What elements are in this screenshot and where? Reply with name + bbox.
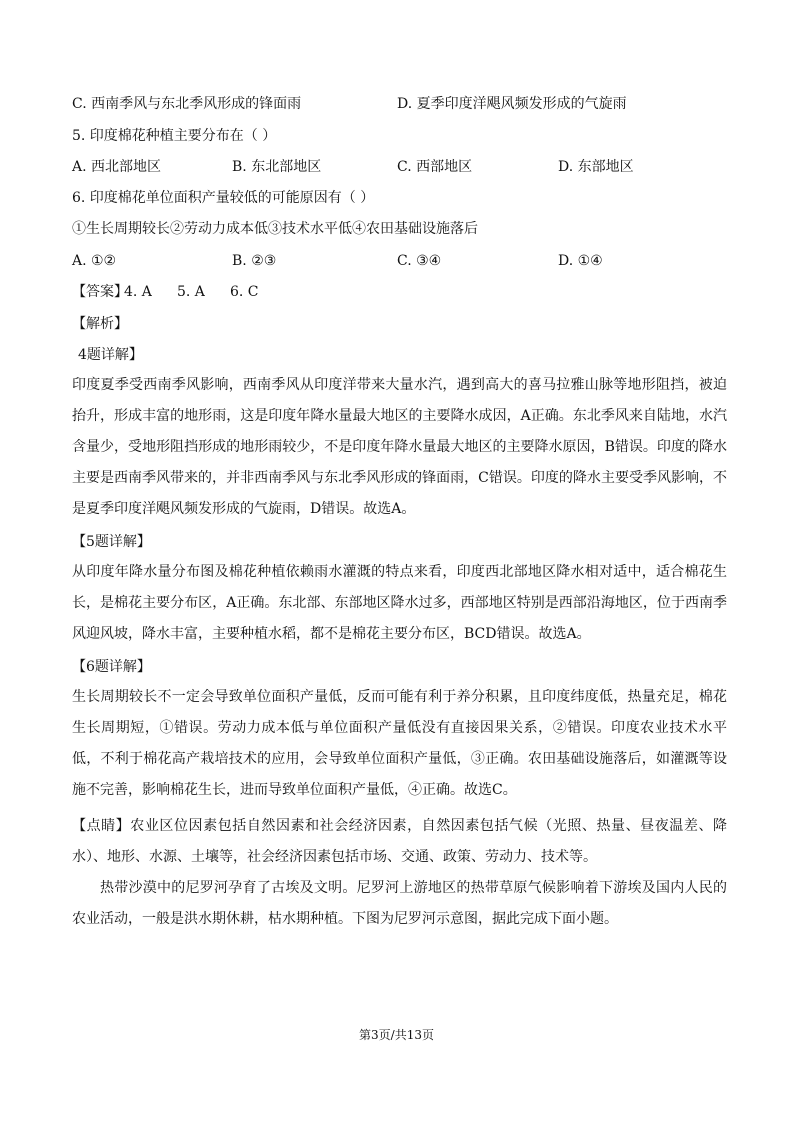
detail5-text: 从印度年降水量分布图及棉花种植依赖雨水灌溉的特点来看，印度西北部地区降水相对适中，适合棉花生长，是棉花主要分布区，A正确。东北部、东部地区降水过多，西部地区特别是西部沿海地区，位于西南季风迎风坡，降水丰富，主要种植水稻，都不是棉花主要分布区，BCD错误。故选A。 [72, 564, 727, 642]
q6-options-row [72, 251, 722, 271]
q5-option-b: B. 东北部地区 [232, 159, 322, 175]
q5-option-c: C. 西部地区 [397, 159, 473, 175]
detail6-tag: 【6题详解】 [72, 659, 151, 675]
q5-stem: 5. 印度棉花种植主要分布在（ ） [72, 128, 277, 144]
answer-4: 4. A [124, 284, 152, 300]
q4-option-d: D. 夏季印度洋飓风频发形成的气旋雨 [397, 96, 627, 112]
tips-text: 农业区位因素包括自然因素和社会经济因素，自然因素包括气候（光照、热量、昼夜温差、降水）、地形、水源、土壤等，社会经济因素包括市场、交通、政策、劳动力、技术等。 [72, 818, 728, 865]
q6-option-b: B. ②③ [232, 253, 277, 269]
q4-options-row [72, 94, 722, 114]
detail6-text: 生长周期较长不一定会导致单位面积产量低，反而可能有利于养分积累，且印度纬度低，热量充足，棉花生长周期短，①错误。劳动力成本低与单位面积产量低没有直接因果关系，②错误。印度农业技术水平低，不利于棉花高产栽培技术的应用，会导致单位面积产量低，③正确。农田基础设施落后，如灌溉等设施不完善，影响棉花生长，进而导致单位面积产量低，④正确。故选C。 [72, 689, 727, 798]
answer-6: 6. C [230, 284, 259, 300]
q5-options-row [72, 157, 722, 177]
detail5-tag: 【5题详解】 [72, 534, 151, 550]
q6-option-c: C. ③④ [397, 253, 442, 269]
q5-option-d: D. 东部地区 [558, 159, 634, 175]
nile-intro-paragraph: 热带沙漠中的尼罗河孕育了古埃及文明。尼罗河上游地区的热带草原气候影响着下游埃及国内人民的农业活动，一般是洪水期休耕，枯水期种植。下图为尼罗河示意图，据此完成下面小题。 [72, 880, 727, 927]
analysis-tag: 【解析】 [72, 316, 128, 332]
q6-option-d: D. ①④ [558, 253, 603, 269]
q6-statement-items: ①生长周期较长②劳动力成本低③技术水平低④农田基础设施落后 [72, 221, 478, 237]
q6-option-a: A. ①② [72, 253, 117, 269]
answer-tag: 【答案】 [72, 284, 128, 300]
tips-paragraph [72, 811, 727, 873]
page-footer: 第3页/共13页 [359, 1028, 434, 1042]
answer-5: 5. A [177, 284, 205, 300]
detail4-tag: 4题详解】 [78, 347, 143, 363]
answer-row [72, 282, 722, 302]
q6-stem: 6. 印度棉花单位面积产量较低的可能原因有（ ） [72, 190, 375, 206]
q5-option-a: A. 西北部地区 [72, 159, 162, 175]
detail4-text: 印度夏季受西南季风影响，西南季风从印度洋带来大量水汽，遇到高大的喜马拉雅山脉等地形阻挡，被迫抬升，形成丰富的地形雨，这是印度年降水量最大地区的主要降水成因，A正确。东北季风来自陆地，水汽含量少，受地形阻挡形成的地形雨较少，不是印度年降水量最大地区的主要降水原因，B错误。印度的降水主要是西南季风带来的，并非西南季风与东北季风形成的锋面雨，C错误。印度的降水主要受季风影响，不是夏季印度洋飓风频发形成的气旋雨，D错误。故选A。 [72, 377, 727, 517]
q4-option-c: C. 西南季风与东北季风形成的锋面雨 [72, 96, 302, 112]
tips-tag: 【点睛】 [72, 818, 131, 834]
